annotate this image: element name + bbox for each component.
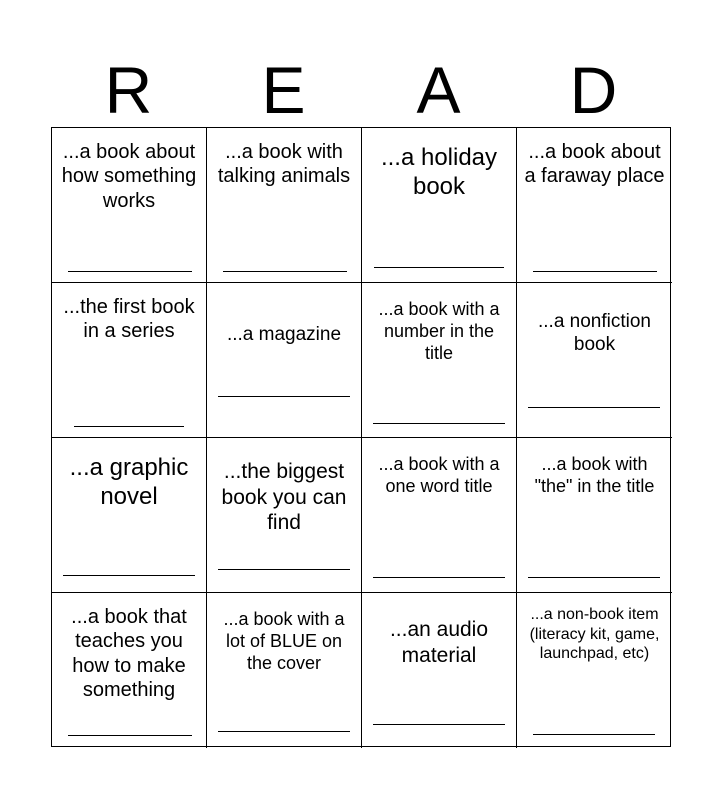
bingo-cell: [362, 128, 517, 283]
write-in-line: [223, 271, 347, 272]
bingo-cell: [362, 593, 517, 748]
header-letter-r: R: [104, 53, 153, 127]
bingo-cell: [517, 128, 672, 283]
bingo-cell: [517, 438, 672, 593]
cell-prompt: ...a book with "the" in the title: [534, 454, 655, 496]
write-in-line: [373, 724, 505, 725]
bingo-cell: [52, 593, 207, 748]
bingo-cell: [52, 128, 207, 283]
cell-prompt: ...a book with talking animals: [217, 141, 351, 188]
write-in-line: [528, 407, 660, 408]
bingo-cell: [207, 128, 362, 283]
bingo-cell: [52, 283, 207, 438]
header-letter-e: E: [261, 53, 306, 127]
cell-prompt: ...a graphic novel: [69, 454, 189, 511]
cell-prompt: ...a book with a lot of BLUE on the cover: [223, 609, 345, 673]
cell-prompt: ...a holiday book: [380, 144, 498, 201]
cell-prompt: ...a book about a faraway place: [524, 141, 665, 188]
bingo-grid: [51, 127, 671, 747]
cell-prompt: ...the biggest book you can find: [221, 460, 347, 535]
bingo-header: [51, 52, 671, 128]
write-in-line: [68, 271, 192, 272]
bingo-cell: [207, 283, 362, 438]
cell-prompt: ...an audio material: [389, 618, 489, 667]
write-in-line: [533, 734, 655, 735]
write-in-line: [68, 735, 192, 736]
bingo-cell: [362, 438, 517, 593]
header-letter-d: D: [569, 53, 618, 127]
write-in-line: [373, 423, 505, 424]
write-in-line: [218, 569, 350, 570]
bingo-cell: [52, 438, 207, 593]
write-in-line: [63, 575, 195, 576]
cell-prompt: ...the first book in a series: [63, 296, 195, 343]
write-in-line: [533, 271, 657, 272]
write-in-line: [528, 577, 660, 578]
write-in-line: [373, 577, 505, 578]
bingo-cell: [362, 283, 517, 438]
write-in-line: [74, 426, 184, 427]
bingo-cell: [207, 438, 362, 593]
bingo-cell: [517, 593, 672, 748]
cell-prompt: ...a book about how something works: [61, 141, 197, 212]
cell-prompt: ...a book with a one word title: [378, 454, 500, 496]
cell-prompt: ...a non-book item (literacy kit, game, launchpad, etc): [529, 606, 660, 663]
write-in-line: [218, 396, 350, 397]
bingo-cell: [517, 283, 672, 438]
write-in-line: [374, 267, 504, 268]
cell-prompt: ...a book with a number in the title: [378, 299, 500, 363]
cell-prompt: ...a nonfiction book: [537, 311, 652, 356]
cell-prompt: ...a book that teaches you how to make something: [71, 606, 187, 702]
header-letter-a: A: [416, 53, 461, 127]
cell-prompt: ...a magazine: [226, 324, 342, 345]
write-in-line: [218, 731, 350, 732]
bingo-cell: [207, 593, 362, 748]
